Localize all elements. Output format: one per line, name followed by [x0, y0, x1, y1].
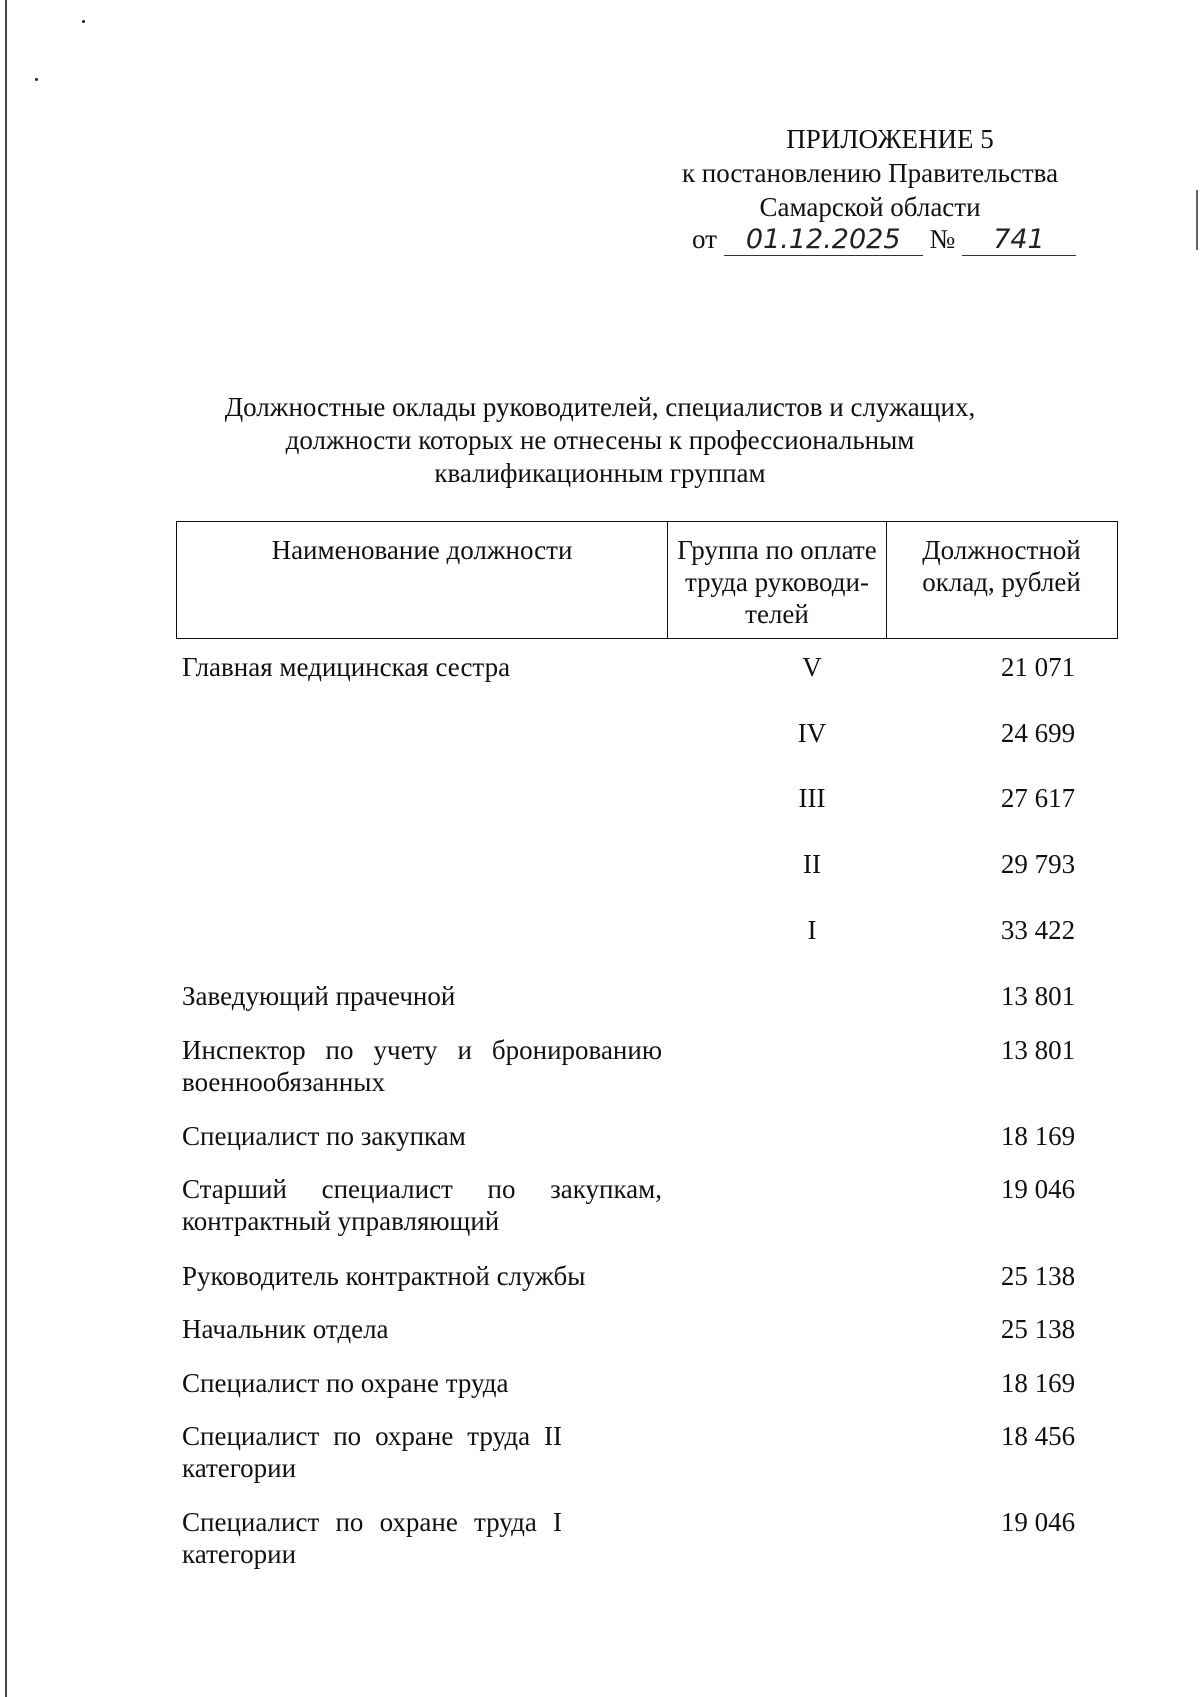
position-name: Руководитель контрактной службы	[182, 1261, 586, 1291]
position-name: Специалист по охране труда	[182, 1368, 509, 1398]
position-name: Инспектор по учету и бронированию военнообязанных	[182, 1035, 662, 1097]
pay-group: IV	[797, 718, 827, 748]
position-name: Начальник отдела	[182, 1314, 389, 1344]
header-position-name: Наименование должности	[271, 535, 573, 565]
position-name: Специалист по закупкам	[182, 1121, 466, 1151]
document-title	[180, 391, 1020, 490]
pay-group: I	[807, 915, 817, 945]
salary: 19 046	[1000, 1174, 1076, 1204]
salary: 29 793	[1000, 849, 1076, 879]
salary: 18 456	[1000, 1421, 1076, 1451]
position-name: Старший специалист по закупкам, контрактный управляющий	[182, 1174, 662, 1236]
salary: 24 699	[1000, 718, 1076, 748]
scan-speck	[35, 78, 38, 81]
number-prefix: №	[929, 224, 956, 254]
title-line-3: квалификационным группам	[434, 458, 766, 488]
salary: 13 801	[1000, 1035, 1076, 1065]
title-line-1: Должностные оклады руководителей, специалистов и служащих,	[224, 392, 976, 422]
header-salary: Должностной оклад, рублей	[922, 535, 1081, 597]
pay-group: II	[803, 849, 821, 879]
handwritten-number: 741	[962, 225, 1076, 256]
salary: 21 071	[1000, 652, 1076, 682]
scan-speck	[82, 20, 85, 23]
appendix-header	[640, 122, 1100, 224]
appendix-number: ПРИЛОЖЕНИЕ 5	[786, 124, 994, 154]
salary: 19 046	[1000, 1507, 1076, 1537]
position-name: Главная медицинская сестра	[182, 652, 511, 682]
pay-group: III	[798, 783, 826, 813]
pay-group: V	[802, 652, 822, 682]
appendix-line-2: к постановлению Правительства	[681, 158, 1059, 188]
date-number-line	[692, 224, 1076, 256]
table-header	[176, 521, 1118, 639]
appendix-line-3: Самарской области	[759, 192, 981, 222]
date-prefix: от	[692, 224, 717, 254]
salary: 18 169	[1000, 1368, 1076, 1398]
page-edge-right	[1196, 190, 1198, 250]
salary: 13 801	[1000, 981, 1076, 1011]
handwritten-date: 01.12.2025	[724, 225, 923, 256]
salary: 33 422	[1000, 915, 1076, 945]
position-name: Специалист по охране труда I категории	[182, 1507, 562, 1569]
position-name: Специалист по охране труда II категории	[182, 1421, 562, 1483]
salary: 25 138	[1000, 1261, 1076, 1291]
title-line-2: должности которых не отнесены к профессиональным	[285, 425, 915, 455]
page-edge-left	[5, 0, 7, 1697]
salary: 18 169	[1000, 1121, 1076, 1151]
salary: 25 138	[1000, 1314, 1076, 1344]
header-pay-group: Группа по оплате труда руководи-телей	[667, 522, 887, 638]
position-name: Заведующий прачечной	[182, 981, 456, 1011]
salary: 27 617	[1000, 783, 1076, 813]
